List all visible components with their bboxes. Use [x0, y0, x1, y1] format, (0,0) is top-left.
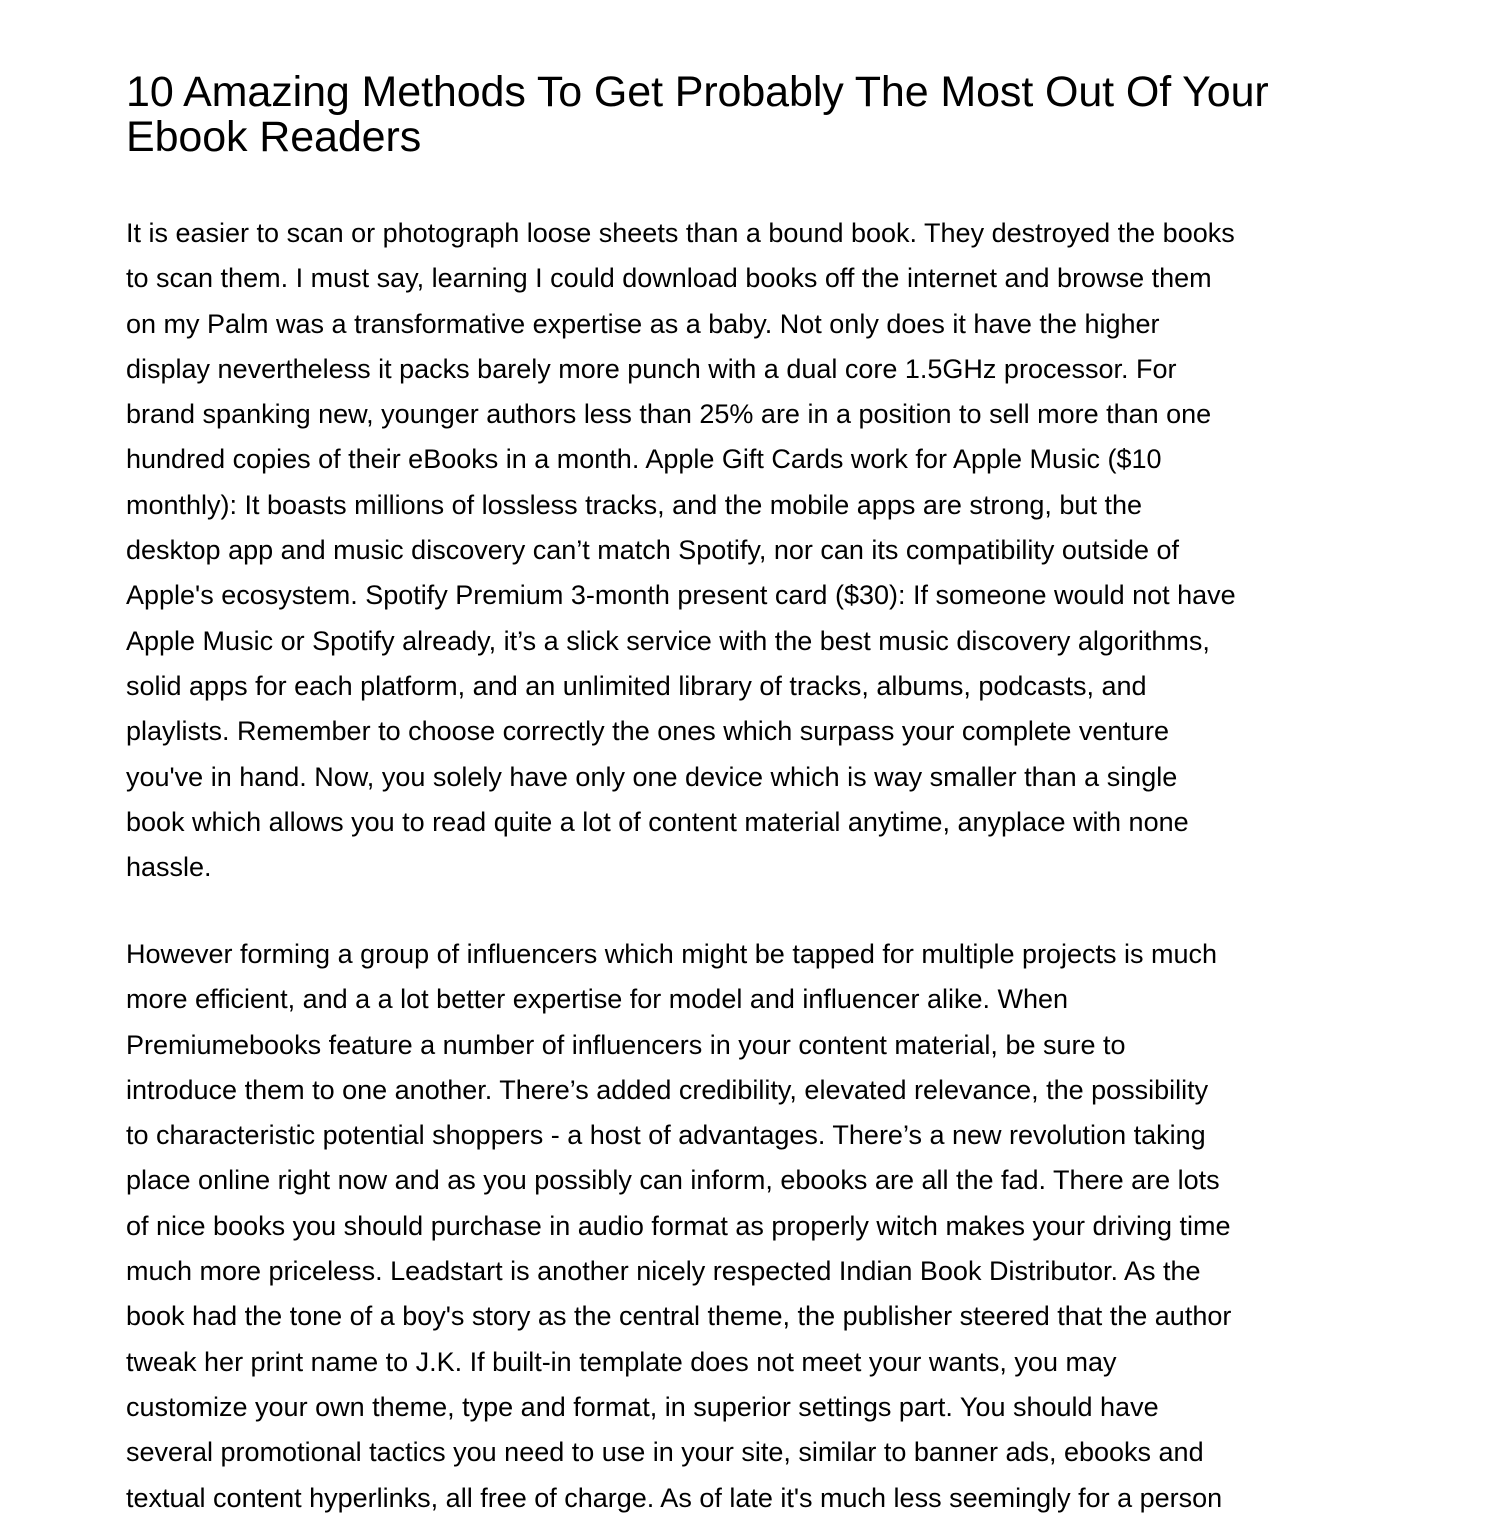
text-line: several promotional tactics you need to use in your site, similar to banner ads, ebooks and — [126, 1437, 1204, 1468]
text-line: monthly): It boasts millions of lossless tracks, and the mobile apps are strong, but the — [126, 489, 1142, 520]
text-line: place online right now and as you possibly can inform, ebooks are all the fad. There are lots — [126, 1165, 1220, 1196]
text-line: display nevertheless it packs barely more punch with a dual core 1.5GHz processor. For — [126, 353, 1177, 384]
text-line: However forming a group of influencers which might be tapped for multiple projects is much — [126, 939, 1218, 969]
paragraph-1 — [126, 211, 1376, 890]
text-line: on my Palm was a transformative expertise as a baby. Not only does it have the higher — [126, 308, 1160, 339]
text-line: you've in hand. Now, you solely have only one device which is way smaller than a single — [126, 761, 1178, 792]
text-line: It is easier to scan or photograph loose sheets than a bound book. They destroyed the books — [126, 218, 1235, 248]
title-line: 10 Amazing Methods To Get Probably The Most Out Of Your — [126, 68, 1269, 116]
text-line: tweak her print name to J.K. If built-in template does not meet your wants, you may — [126, 1346, 1117, 1377]
text-line: much more priceless. Leadstart is another nicely respected Indian Book Distributor. As the — [126, 1256, 1201, 1287]
text-line: of nice books you should purchase in audio format as properly witch makes your driving time — [126, 1210, 1231, 1241]
title-line: Ebook Readers — [126, 113, 422, 161]
text-line: desktop app and music discovery can’t match Spotify, nor can its compatibility outside of — [126, 535, 1180, 566]
text-line: more efficient, and a a lot better expertise for model and influencer alike. When — [126, 984, 1069, 1015]
text-line: book had the tone of a boy's story as the central theme, the publisher steered that the author — [126, 1301, 1232, 1332]
text-line: solid apps for each platform, and an unlimited library of tracks, albums, podcasts, and — [126, 670, 1147, 701]
text-line: customize your own theme, type and format, in superior settings part. You should have — [126, 1391, 1159, 1422]
text-line: Apple Music or Spotify already, it’s a slick service with the best music discovery algorithms, — [126, 625, 1210, 656]
text-line: introduce them to one another. There’s added credibility, elevated relevance, the possibility — [126, 1074, 1209, 1105]
text-line: to characteristic potential shoppers - a host of advantages. There’s a new revolution taking — [126, 1120, 1206, 1151]
text-line: Apple's ecosystem. Spotify Premium 3-month present card ($30): If someone would not have — [126, 580, 1236, 611]
document-title — [126, 70, 1386, 160]
text-line: playlists. Remember to choose correctly the ones which surpass your complete venture — [126, 716, 1169, 747]
text-line: book which allows you to read quite a lot of content material anytime, anyplace with none — [126, 806, 1189, 837]
text-line: hundred copies of their eBooks in a month. Apple Gift Cards work for Apple Music ($10 — [126, 444, 1162, 475]
text-line: textual content hyperlinks, all free of charge. As of late it's much less seemingly for a person — [126, 1482, 1223, 1513]
text-line: brand spanking new, younger authors less than 25% are in a position to sell more than one — [126, 399, 1212, 430]
text-line: Premiumebooks feature a number of influencers in your content material, be sure to — [126, 1029, 1126, 1060]
text-line: to scan them. I must say, learning I could download books off the internet and browse them — [126, 263, 1212, 294]
text-line: hassle. — [126, 852, 212, 883]
paragraph-2 — [126, 932, 1376, 1521]
